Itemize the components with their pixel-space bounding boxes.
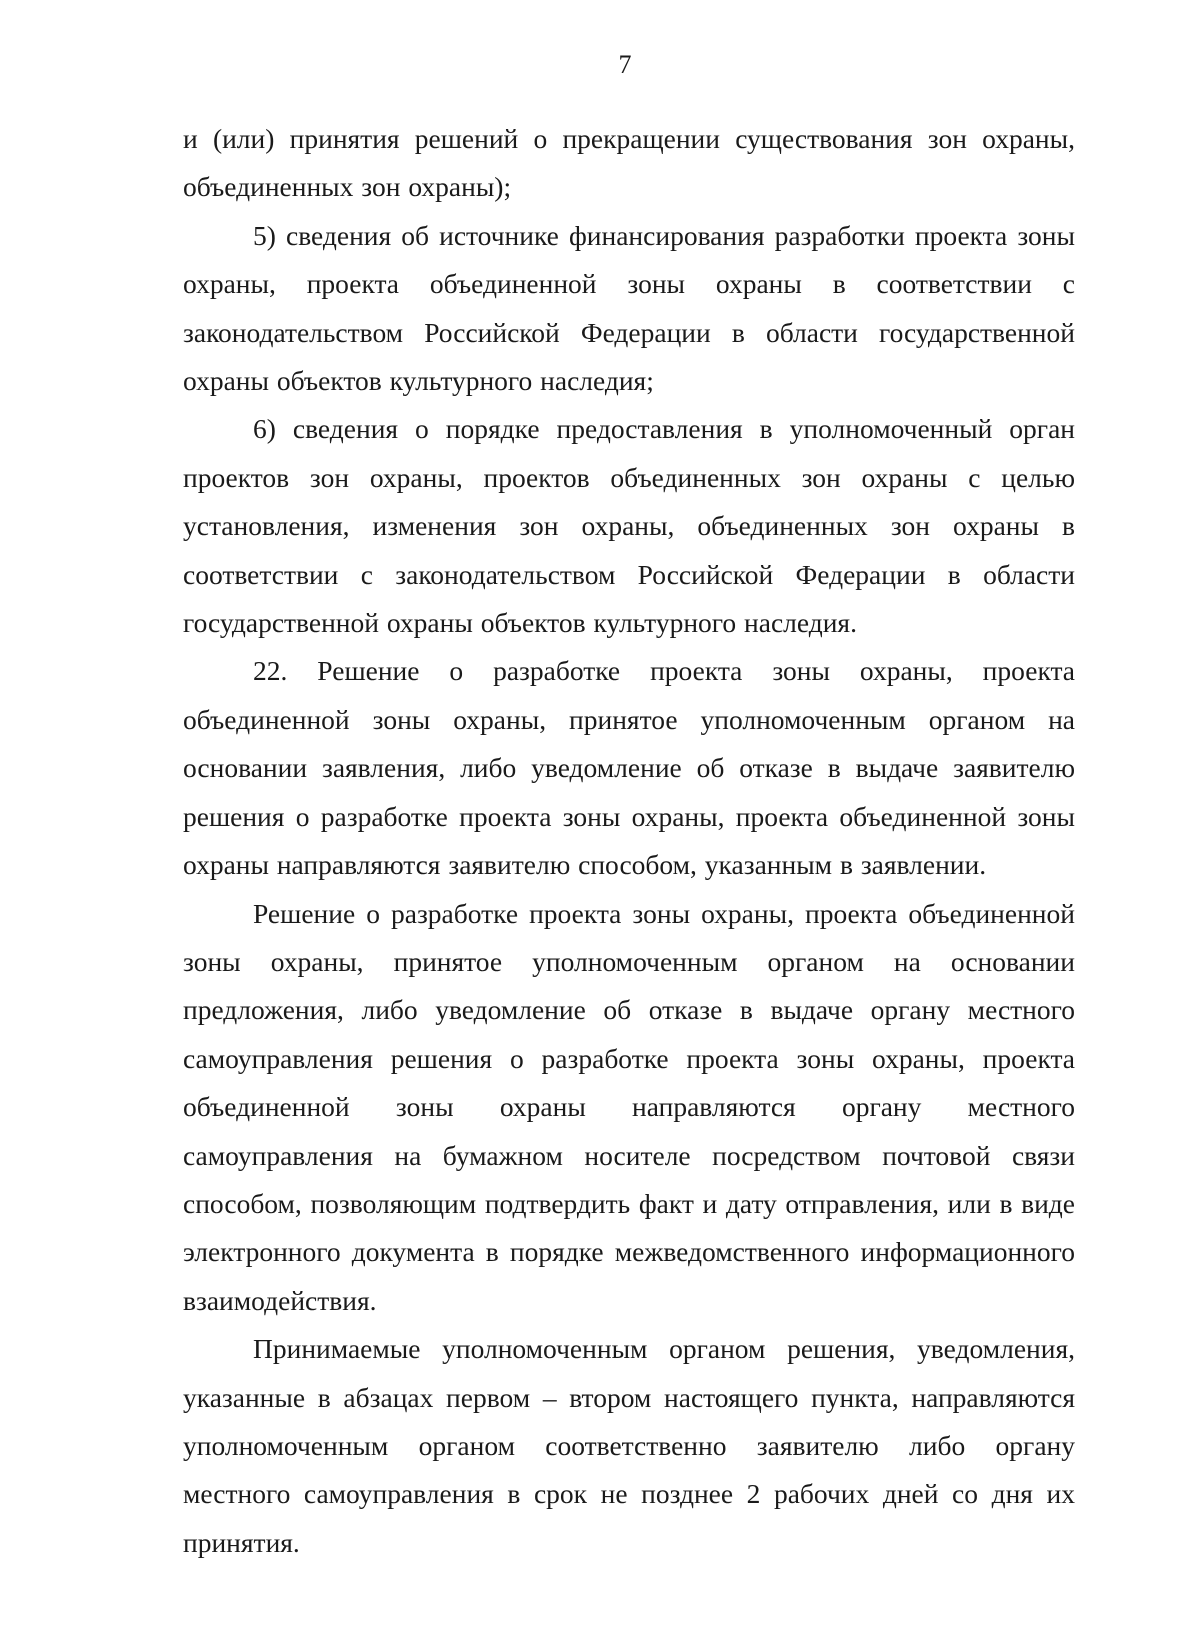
paragraph-continuation: и (или) принятия решений о прекращении существования зон охраны, объединенных зон охраны); [183,123,1075,203]
paragraph-decision-proposal: Решение о разработке проекта зоны охраны, проекта объединенной зоны охраны, принятое уполномоченным органом на основании предложения, либо уведомление об отказе в выдаче органу местного самоуправления решения о разработке проекта зоны охраны, проекта объединенной зоны охраны направляются органу местного самоуправления на бумажном носителе посредством почтовой связи способом, позволяющим подтвердить факт и дату отправления, или в виде электронного документа в порядке межведомственного информационного взаимодействия. [183,897,1075,1316]
document-body [183,115,1075,1567]
page-number: 7 [618,50,632,79]
paragraph-clause-22: 22. Решение о разработке проекта зоны охраны, проекта объединенной зоны охраны, принятое уполномоченным органом на основании заявления, либо уведомление об отказе в выдаче заявителю решения о разработке проекта зоны охраны, проекта объединенной зоны охраны направляются заявителю способом, указанным в заявлении. [183,655,1075,881]
paragraph-item-6: 6) сведения о порядке предоставления в уполномоченный орган проектов зон охраны, проектов объединенных зон охраны с целью установления, изменения зон охраны, объединенных зон охраны в соответствии с законодательством Российской Федерации в области государственной охраны объектов культурного наследия. [183,413,1075,639]
paragraph-item-5: 5) сведения об источнике финансирования разработки проекта зоны охраны, проекта объединенной зоны охраны в соответствии с законодательством Российской Федерации в области государственной охраны объектов культурного наследия; [183,219,1075,397]
paragraph-decision-deadline: Принимаемые уполномоченным органом решения, уведомления, указанные в абзацах первом – втором настоящего пункта, направляются уполномоченным органом соответственно заявителю либо органу местного самоуправления в срок не позднее 2 рабочих дней со дня их принятия. [183,1333,1075,1558]
